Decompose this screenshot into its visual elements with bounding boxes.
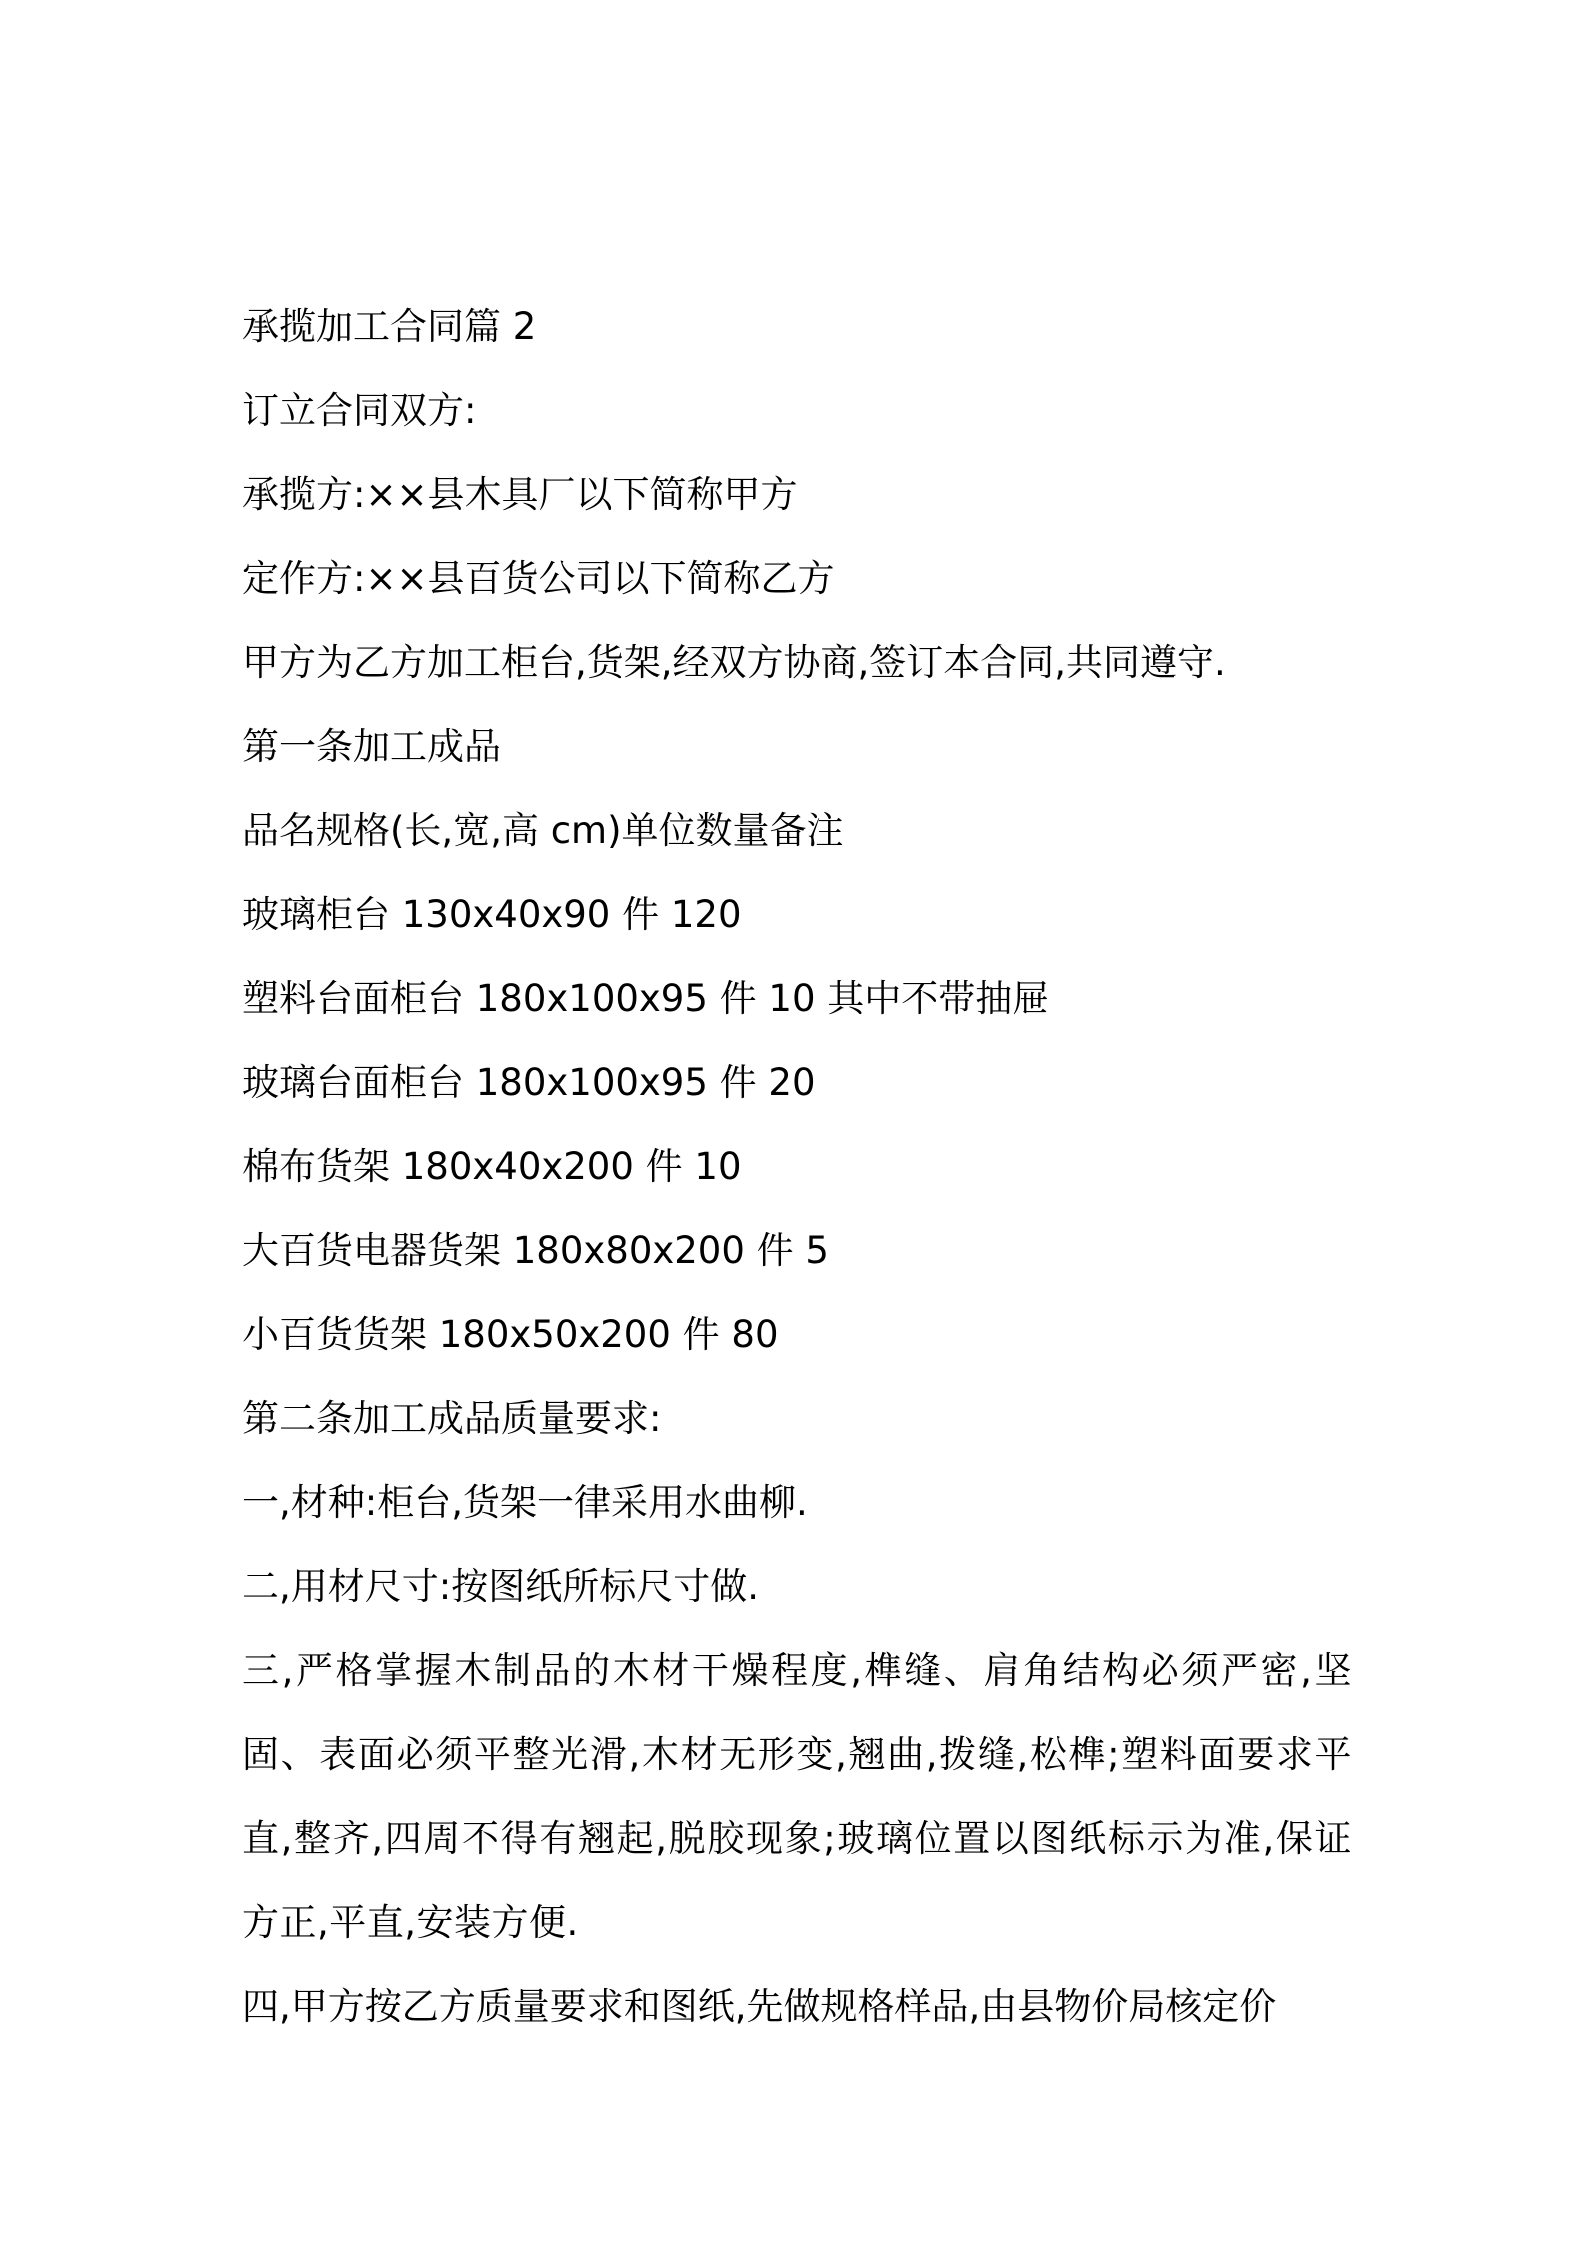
- requirement-1: 一,材种:柜台,货架一律采用水曲柳.: [242, 1481, 808, 1524]
- item-row: 玻璃台面柜台 180x100x95 件 20: [242, 1061, 816, 1104]
- requirement-3: 三,严格掌握木制品的木材干燥程度,榫缝、肩角结构必须严密,坚固、表面必须平整光滑,木材无形变,翘曲,拨缝,松榫;塑料面要求平直,整齐,四周不得有翘起,脱胶现象;玻璃位置以图纸标示为准,保证方正,平直,安装方便.: [242, 1649, 1352, 1944]
- article-1-title: 第一条加工成品: [242, 725, 501, 768]
- item-row: 棉布货架 180x40x200 件 10: [242, 1145, 742, 1188]
- item-row: 小百货货架 180x50x200 件 80: [242, 1313, 779, 1356]
- item-row: 塑料台面柜台 180x100x95 件 10 其中不带抽屉: [242, 977, 1050, 1020]
- document-heading: 承揽加工合同篇 2: [242, 305, 537, 348]
- document-body: [242, 285, 1352, 2049]
- preamble: 甲方为乙方加工柜台,货架,经双方协商,签订本合同,共同遵守.: [242, 641, 1226, 684]
- item-row: 玻璃柜台 130x40x90 件 120: [242, 893, 742, 936]
- parties-intro: 订立合同双方:: [242, 389, 477, 432]
- requirement-4: 四,甲方按乙方质量要求和图纸,先做规格样品,由县物价局核定价: [242, 1985, 1277, 2028]
- article-2-title: 第二条加工成品质量要求:: [242, 1397, 662, 1440]
- item-row: 大百货电器货架 180x80x200 件 5: [242, 1229, 829, 1272]
- table-header: 品名规格(长,宽,高 cm)单位数量备注: [242, 809, 844, 852]
- contractor-line: 承揽方:××县木具厂以下简称甲方: [242, 473, 798, 516]
- client-line: 定作方:××县百货公司以下简称乙方: [242, 557, 835, 600]
- requirement-2: 二,用材尺寸:按图纸所标尺寸做.: [242, 1565, 759, 1608]
